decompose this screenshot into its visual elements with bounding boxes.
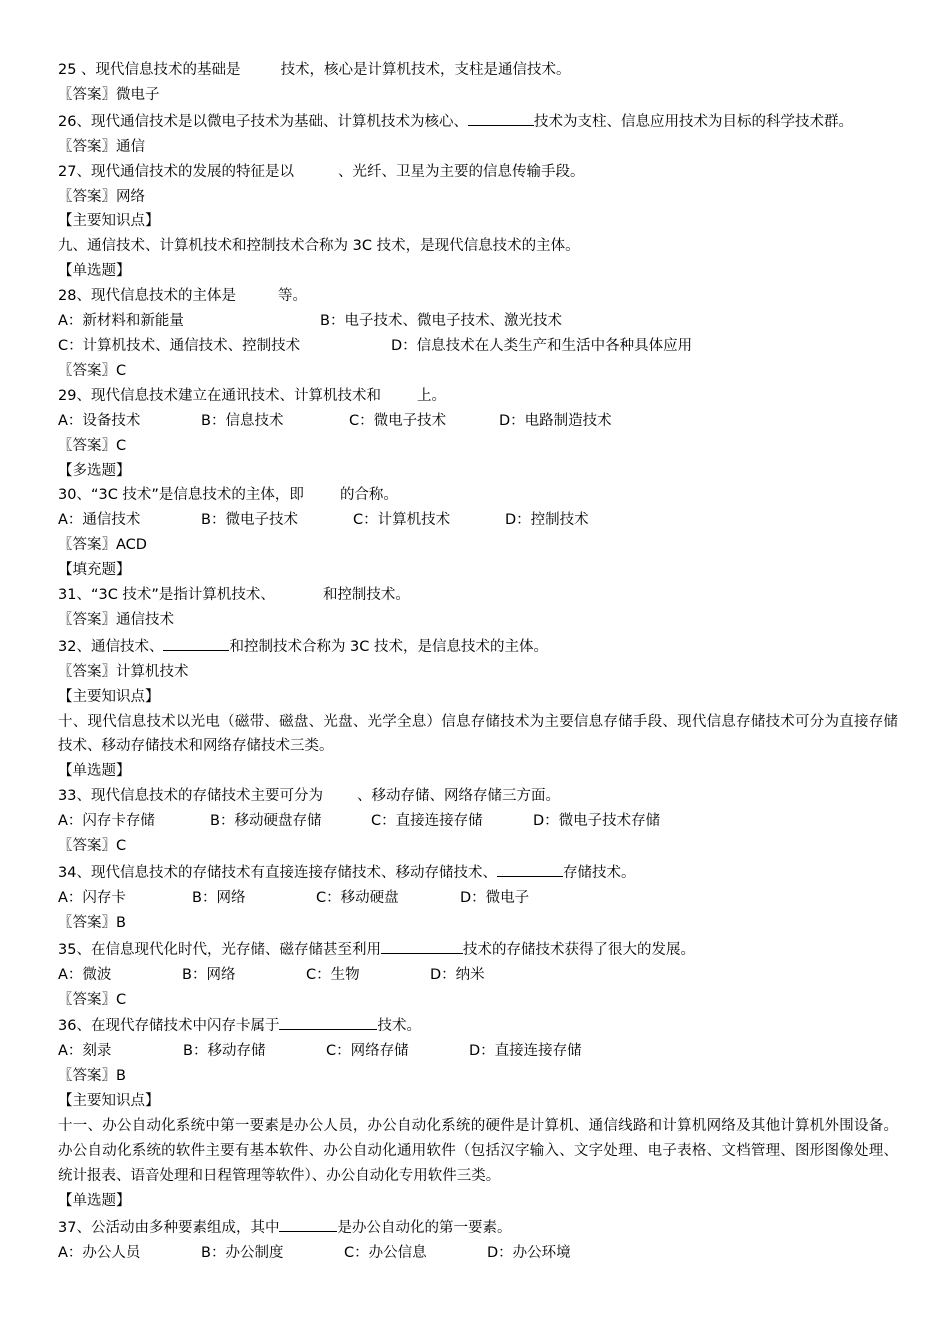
option-a: A：刻录 <box>58 1043 112 1060</box>
options-35 <box>58 963 898 988</box>
option-a: A：微波 <box>58 966 112 983</box>
blank <box>497 859 563 877</box>
option-a: A：设备技术 <box>58 412 141 429</box>
options-30 <box>58 508 898 533</box>
question-37: 37、公活动由多种要素组成，其中 是办公自动化的第一要素。 <box>58 1214 898 1241</box>
blank <box>279 1214 337 1232</box>
blank <box>468 108 534 126</box>
option-d: D：控制技术 <box>505 512 589 529</box>
question-30: 30、“3C 技术”是信息技术的主体，即 的合称。 <box>58 487 398 504</box>
answer-28: 〖答案〗C <box>58 362 127 379</box>
question-32: 32、通信技术、 和控制技术合称为 3C 技术，是信息技术的主体。 <box>58 633 898 660</box>
knowledge-point-9: 九、通信技术、计算机技术和控制技术合称为 3C 技术，是现代信息技术的主体。 <box>58 238 580 255</box>
document-page <box>58 58 898 1266</box>
options-33 <box>58 809 898 834</box>
answer-36: 〖答案〗B <box>58 1068 126 1085</box>
option-a: A：通信技术 <box>58 512 141 529</box>
option-c: C：生物 <box>306 966 360 983</box>
question-33: 33、现代信息技术的存储技术主要可分为 、移动存储、网络存储三方面。 <box>58 788 560 805</box>
section-header-single-choice: 【单选题】 <box>58 263 131 280</box>
option-b: B：办公制度 <box>201 1244 284 1261</box>
blank <box>279 1012 377 1030</box>
knowledge-point-10: 十、现代信息技术以光电（磁带、磁盘、光盘、光学全息）信息存储技术为主要信息存储手段、现代信息存储技术可分为直接存储技术、移动存储技术和网络存储技术三类。 <box>58 713 898 755</box>
section-header-multiple-choice: 【多选题】 <box>58 462 131 479</box>
answer-32: 〖答案〗计算机技术 <box>58 663 189 680</box>
options-28-row2 <box>58 334 898 359</box>
answer-25: 〖答案〗微电子 <box>58 86 160 103</box>
answer-33: 〖答案〗C <box>58 838 127 855</box>
option-b: B：网络 <box>192 889 246 906</box>
question-36: 36、在现代存储技术中闪存卡属于 技术。 <box>58 1012 898 1039</box>
answer-35: 〖答案〗C <box>58 991 127 1008</box>
options-36 <box>58 1039 898 1064</box>
section-header-knowledge: 【主要知识点】 <box>58 688 160 705</box>
blank <box>163 633 229 651</box>
option-b: B：电子技术、微电子技术、激光技术 <box>320 313 562 330</box>
answer-27: 〖答案〗网络 <box>58 188 145 205</box>
option-b: B：微电子技术 <box>201 512 298 529</box>
section-header-knowledge: 【主要知识点】 <box>58 213 160 230</box>
section-header-fill-in: 【填充题】 <box>58 562 131 579</box>
options-29 <box>58 409 898 434</box>
blank <box>381 936 463 954</box>
question-35: 35、在信息现代化时代，光存储、磁存储甚至利用 技术的存储技术获得了很大的发展。 <box>58 936 898 963</box>
section-header-single-choice: 【单选题】 <box>58 1192 131 1209</box>
question-26: 26、现代通信技术是以微电子技术为基础、计算机技术为核心、 技术为支柱、信息应用技术为目标的科学技术群。 <box>58 108 898 135</box>
option-a: A：闪存卡 <box>58 889 126 906</box>
question-27: 27、现代通信技术的发展的特征是以 、光纤、卫星为主要的信息传输手段。 <box>58 163 585 180</box>
answer-26: 〖答案〗通信 <box>58 138 145 155</box>
answer-34: 〖答案〗B <box>58 914 126 931</box>
option-a: A：新材料和新能量 <box>58 313 184 330</box>
section-header-knowledge: 【主要知识点】 <box>58 1093 160 1110</box>
option-c: C：办公信息 <box>344 1244 427 1261</box>
section-header-single-choice: 【单选题】 <box>58 763 131 780</box>
option-b: B：信息技术 <box>201 412 284 429</box>
knowledge-point-11: 十一、办公自动化系统中第一要素是办公人员，办公自动化系统的硬件是计算机、通信线路和计算机网络及其他计算机外围设备。办公自动化系统的软件主要有基本软件、办公自动化通用软件（包括汉字输入、文字处理、电子表格、文档管理、图形图像处理、统计报表、语音处理和日程管理等软件）、办公自动化专用软件三类。 <box>58 1118 898 1184</box>
answer-31: 〖答案〗通信技术 <box>58 611 174 628</box>
option-d: D：直接连接存储 <box>469 1043 582 1060</box>
option-d: D：信息技术在人类生产和生活中各种具体应用 <box>391 337 693 354</box>
answer-29: 〖答案〗C <box>58 437 127 454</box>
question-31: 31、“3C 技术”是指计算机技术、 和控制技术。 <box>58 587 410 604</box>
option-a: A：办公人员 <box>58 1244 141 1261</box>
option-d: D：微电子技术存储 <box>533 813 661 830</box>
option-d: D：办公环境 <box>487 1244 571 1261</box>
options-37 <box>58 1241 898 1266</box>
option-c: C：微电子技术 <box>349 412 447 429</box>
question-34: 34、现代信息技术的存储技术有直接连接存储技术、移动存储技术、 存储技术。 <box>58 859 898 886</box>
option-c: C：网络存储 <box>326 1043 409 1060</box>
option-b: B：网络 <box>182 966 236 983</box>
option-d: D：电路制造技术 <box>499 412 612 429</box>
question-29: 29、现代信息技术建立在通讯技术、计算机技术和 上。 <box>58 387 446 404</box>
options-34 <box>58 886 898 911</box>
option-a: A：闪存卡存储 <box>58 813 155 830</box>
option-b: B：移动存储 <box>183 1043 266 1060</box>
option-d: D：微电子 <box>460 889 530 906</box>
question-28: 28、现代信息技术的主体是 等。 <box>58 288 307 305</box>
answer-30: 〖答案〗ACD <box>58 537 147 554</box>
option-b: B：移动硬盘存储 <box>210 813 322 830</box>
options-28-row1 <box>58 309 898 334</box>
option-c: C：计算机技术、通信技术、控制技术 <box>58 337 301 354</box>
option-d: D：纳米 <box>430 966 485 983</box>
option-c: C：直接连接存储 <box>371 813 483 830</box>
option-c: C：计算机技术 <box>353 512 451 529</box>
option-c: C：移动硬盘 <box>316 889 399 906</box>
question-25: 25 、现代信息技术的基础是 技术，核心是计算机技术，支柱是通信技术。 <box>58 62 571 78</box>
